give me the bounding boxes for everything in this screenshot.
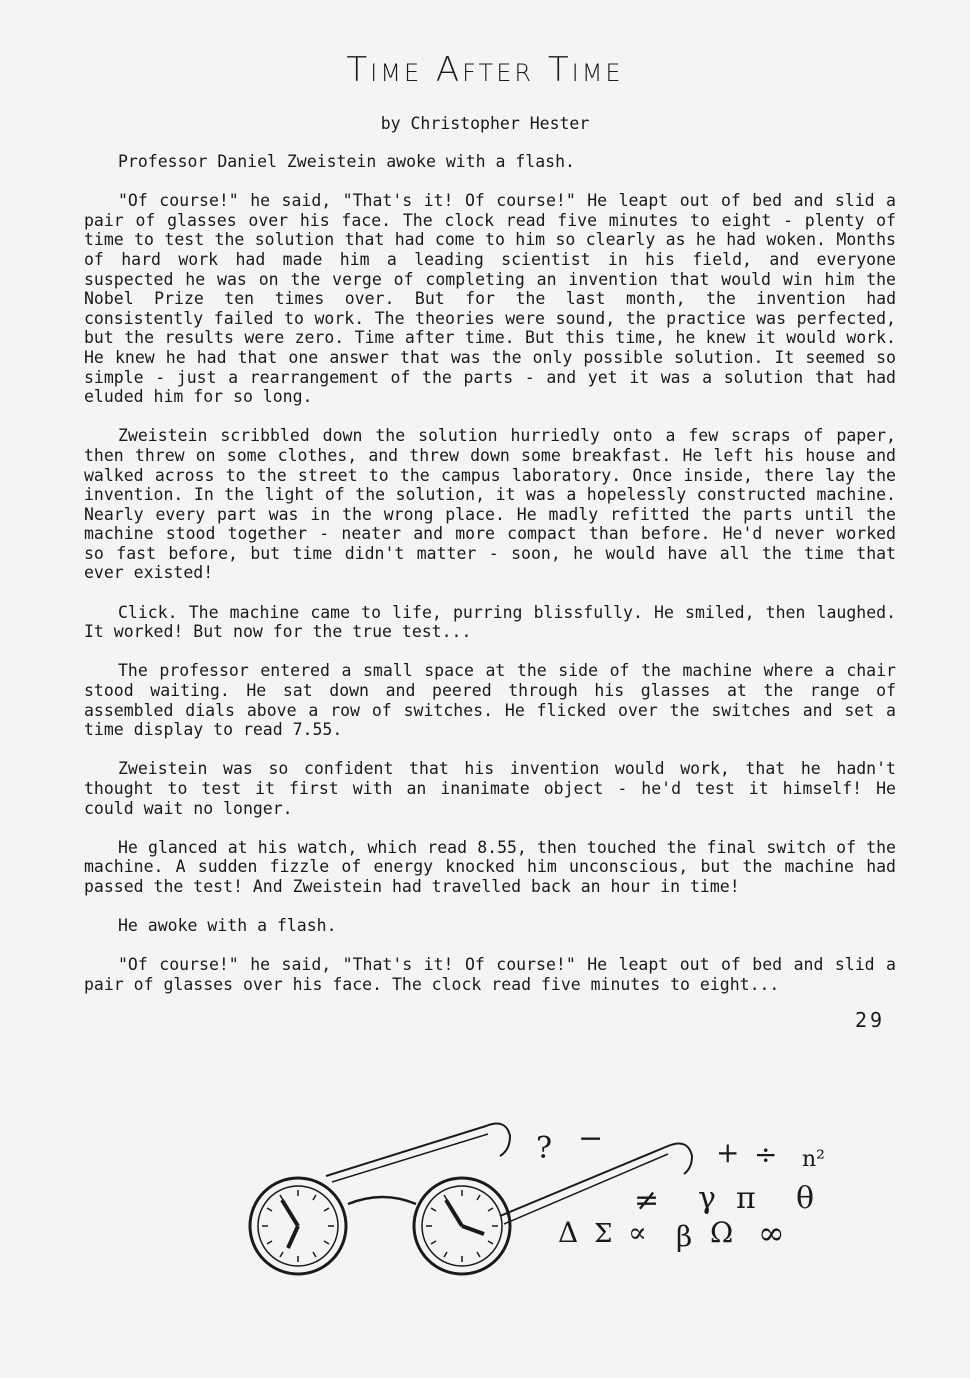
paragraph: "Of course!" he said, "That's it! Of course!" He leapt out of bed and slid a pair of glasses over his face. The clock read five minutes to eight... bbox=[84, 955, 896, 994]
minus-symbol: − bbox=[578, 1121, 604, 1156]
omega-symbol: Ω bbox=[710, 1216, 734, 1249]
right-lens-clock-icon bbox=[414, 1178, 510, 1274]
paragraph: He glanced at his watch, which read 8.55, then touched the final switch of the machine. A sudden fizzle of energy knocked him unconscious, but the machine had passed the test! And Zweistein had travelled back an hour in time! bbox=[84, 837, 896, 896]
pi-symbol: π bbox=[736, 1181, 756, 1216]
proportional-symbol: ∝ bbox=[628, 1216, 647, 1249]
not-equal-symbol: ≠ bbox=[634, 1183, 660, 1218]
paragraph: He awoke with a flash. bbox=[118, 916, 337, 936]
paragraph: Professor Daniel Zweistein awoke with a flash. bbox=[118, 152, 575, 171]
paragraph: Click. The machine came to life, purring blissfully. He smiled, then laughed. It worked! But now for the true test... bbox=[84, 602, 896, 642]
byline: by Christopher Hester bbox=[380, 114, 590, 133]
page-number: 29 bbox=[855, 1008, 886, 1032]
paragraph: "Of course!" he said, "That's it! Of course!" He leapt out of bed and slid a pair of glasses over his face. The clock read five minutes to eight - plenty of time to test the solution that had come to him so clearly as he had woken. Months of hard work had made him a leading scientist in his field, and everyone suspected he was on the verge of completing an invention that would win him the Nobel Prize ten times over. But for the last month, the invention had consistently failed to work. The theories were sound, the practice was perfected, but the results were zero. Time after time. But this time, he knew it would work. He knew he had that one answer that was the only possible solution. It seemed so simple - just a rearrangement of the parts - and yet it was a solution that had eluded him for so long. bbox=[84, 191, 896, 407]
glasses-illustration bbox=[248, 1108, 848, 1298]
gamma-symbol: γ bbox=[698, 1181, 716, 1216]
paragraph: Zweistein was so confident that his invention would work, that he hadn't thought to test it first with an inanimate object - he'd test it himself! He could wait no longer. bbox=[84, 759, 896, 818]
question-symbol: ? bbox=[536, 1131, 553, 1166]
infinity-symbol: ∞ bbox=[758, 1214, 785, 1252]
beta-symbol: β bbox=[676, 1220, 693, 1253]
glasses-left-arm-inner bbox=[332, 1134, 488, 1182]
n-squared-symbol: n² bbox=[802, 1147, 825, 1172]
plus-symbol: + bbox=[716, 1136, 740, 1169]
theta-symbol: θ bbox=[796, 1181, 815, 1216]
divide-symbol: ÷ bbox=[754, 1138, 778, 1171]
left-lens-clock-icon bbox=[250, 1178, 346, 1274]
paragraph: The professor entered a small space at the side of the machine where a chair stood waiting. He sat down and peered through his glasses at the range of assembled dials above a row of switches. He flicked over the switches and set a time display to read 7.55. bbox=[84, 661, 896, 740]
sigma-symbol: Σ bbox=[594, 1219, 613, 1249]
glasses-left-arm bbox=[326, 1124, 510, 1176]
paragraph: Zweistein scribbled down the solution hurriedly onto a few scraps of paper, then threw on some clothes, and threw down some breakfast. He left his house and walked across to the street to the campus laboratory. Once inside, there lay the invention. In the light of the solution, it was a hopelessly constructed machine. Nearly every part was in the wrong place. He madly refitted the parts until the machine stood together - neater and more compact than before. He'd never worked so fast before, but time didn't matter - soon, he would have all the time that ever existed! bbox=[84, 426, 896, 583]
delta-symbol: Δ bbox=[558, 1216, 579, 1249]
glasses-bridge bbox=[348, 1197, 416, 1204]
article-body bbox=[84, 152, 896, 1014]
article-title: Time After Time bbox=[346, 50, 624, 90]
